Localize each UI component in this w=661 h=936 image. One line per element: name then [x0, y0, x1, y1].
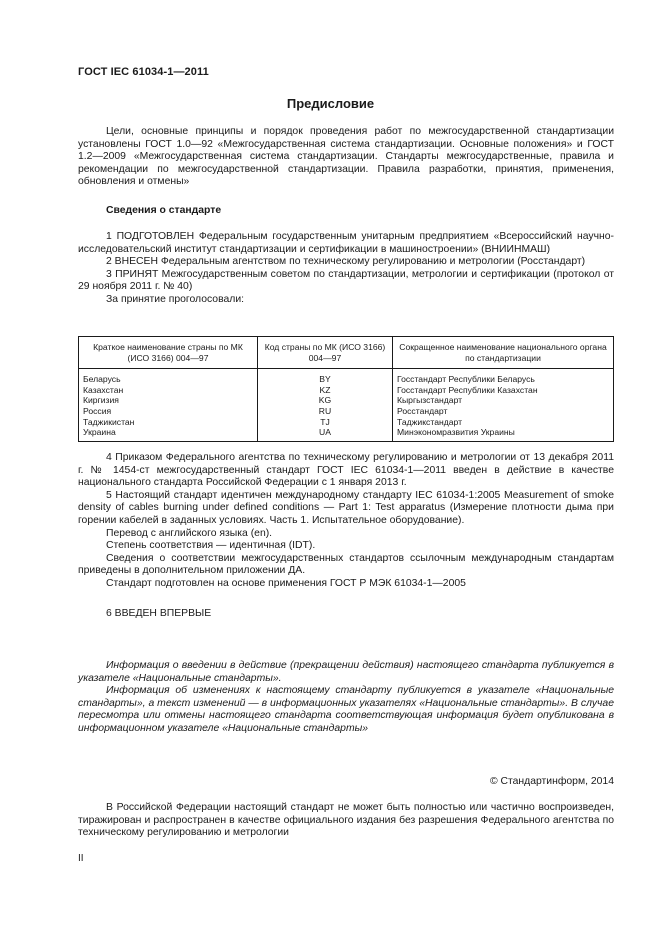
conformity-note: Степень соответствия — идентичная (IDT). — [106, 540, 316, 552]
table-row — [79, 395, 614, 406]
table-header-organ: Сокращенное наименование национального органа по стандартизации — [393, 337, 614, 369]
table-cell-country: Украина — [79, 427, 258, 441]
intro-paragraph: Цели, основные принципы и порядок проведения работ по межгосударственной стандартизации установлены ГОСТ 1.0—92 «Межгосударственная система стандартизации. Основные положения» и ГОСТ 1.2—2009 «Межгосударственная система стандартизации. Стандарты межгосударственные, правила и рекомендации по межгосударственной стандартизации. Правила разработки, принятия, применения, обновления и отмены» — [78, 126, 614, 188]
item-6: 6 ВВЕДЕН ВПЕРВЫЕ — [106, 608, 212, 619]
adoption-section — [78, 452, 614, 591]
table-cell-code: UA — [258, 427, 393, 441]
translation-note: Перевод с английского языка (en). — [106, 527, 273, 539]
table-cell-organ: Кыргызстандарт — [393, 395, 614, 406]
info-heading: Сведения о стандарте — [106, 205, 222, 216]
table-cell-organ: Минэкономразвития Украины — [393, 427, 614, 441]
item-2: 2 ВНЕСЕН Федеральным агентством по техническому регулированию и метрологии (Росстандарт) — [106, 256, 586, 268]
table-cell-code: KG — [258, 395, 393, 406]
table-cell-country: Беларусь — [79, 369, 258, 385]
table-cell-code: KZ — [258, 385, 393, 396]
table-cell-country: Таджикистан — [79, 417, 258, 428]
table-cell-country: Россия — [79, 406, 258, 417]
table-cell-code: TJ — [258, 417, 393, 428]
table-cell-code: RU — [258, 406, 393, 417]
intro-section — [78, 126, 614, 189]
notice-section — [78, 660, 614, 736]
table-row — [79, 406, 614, 417]
table-cell-country: Киргизия — [79, 395, 258, 406]
prepared-note: Стандарт подготовлен на основе применения ГОСТ Р МЭК 61034-1—2005 — [106, 577, 466, 589]
notice-paragraph-1: Информация о введении в действие (прекращении действия) настоящего стандарта публикуется в указателе «Национальные стандарты». — [78, 660, 614, 684]
info-items-section — [78, 231, 614, 307]
item-5: 5 Настоящий стандарт идентичен международному стандарту IEC 61034-1:2005 Measurement of smoke density of cables burning under defined conditions — Part 1: Test apparatus (Измерение плотности дыма при горении кабелей в заданных условиях. Часть 1. Испытательное оборудование). — [78, 489, 614, 526]
page-number: II — [78, 853, 84, 864]
voted-label: За принятие проголосовали: — [106, 293, 245, 305]
item-1: 1 ПОДГОТОВЛЕН Федеральным государственным унитарным предприятием «Всероссийский научно-исследовательский институт стандартизации и сертификации в машиностроении» (ВНИИНМАШ) — [78, 231, 614, 255]
table-header-country: Краткое наименование страны по МК (ИСО 3166) 004—97 — [79, 337, 258, 369]
table-row — [79, 427, 614, 441]
table-header-row — [79, 337, 614, 369]
countries-table — [78, 336, 614, 442]
notice-paragraph-2: Информация об изменениях к настоящему стандарту публикуется в указателе «Национальные стандарты», а текст изменений — в информационных указателях «Национальные стандарты». В случае пересмотра или отмены настоящего стандарта соответствующая информация будет опубликована в информационном указателе «Национальные стандарты» — [78, 685, 614, 734]
copyright-line: © Стандартинформ, 2014 — [489, 776, 614, 787]
table-cell-code: BY — [258, 369, 393, 385]
item-4: 4 Приказом Федерального агентства по техническому регулированию и метрологии от 13 декабря 2011 г. № 1454-ст межгосударственный стандарт ГОСТ IEC 61034-1—2011 введен в действие в качестве национального стандарта Российской Федерации с 1 января 2013 г. — [78, 452, 614, 489]
item-6-section — [78, 608, 614, 621]
table-cell-organ: Госстандарт Республики Беларусь — [393, 369, 614, 385]
item-3: 3 ПРИНЯТ Межгосударственным советом по стандартизации, метрологии и сертификации (протокол от 29 ноября 2011 г. № 40) — [78, 268, 614, 293]
rights-paragraph: В Российской Федерации настоящий стандарт не может быть полностью или частично воспроизведен, тиражирован и распространен в качестве официального издания без разрешения Федерального агентства по техническому регулированию и метрологии — [78, 802, 614, 839]
table-header-code: Код страны по МК (ИСО 3166) 004—97 — [258, 337, 393, 369]
table-row — [79, 369, 614, 385]
info-heading-section — [78, 205, 614, 218]
table-cell-organ: Росстандарт — [393, 406, 614, 417]
rights-section — [78, 802, 614, 840]
references-note: Сведения о соответствии межгосударственных стандартов ссылочным международным стандартам приведены в дополнительном приложении ДА. — [78, 552, 614, 577]
table-cell-organ: Госстандарт Республики Казахстан — [393, 385, 614, 396]
table-row — [79, 417, 614, 428]
table-cell-organ: Таджикстандарт — [393, 417, 614, 428]
table-cell-country: Казахстан — [79, 385, 258, 396]
document-header: ГОСТ IEC 61034-1—2011 — [78, 66, 209, 78]
table-row — [79, 385, 614, 396]
page-title: Предисловие — [286, 96, 375, 111]
